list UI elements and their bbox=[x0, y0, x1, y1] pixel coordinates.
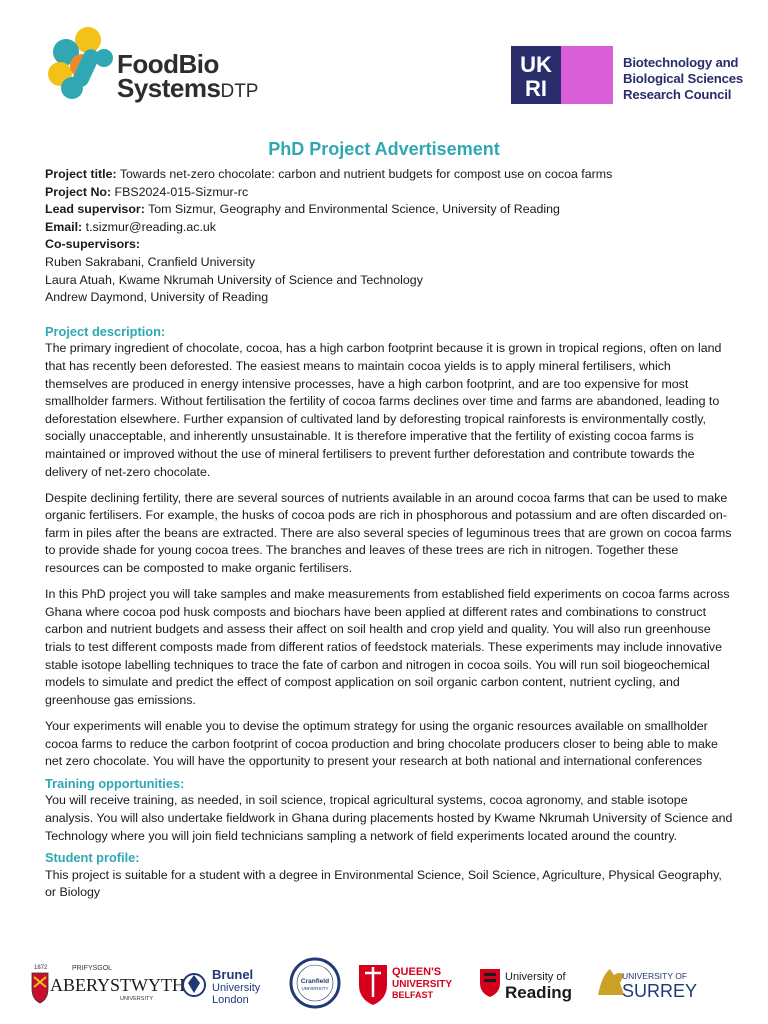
svg-text:UK: UK bbox=[520, 52, 552, 77]
training-text: You will receive training, as needed, in soil science, tropical agricultural systems, cocoa agronomy, and stable isotope analysis. You will also undertake fieldwork in Ghana during placements hosted by Kwame Nkrumah University of Science and Technology where you will join field technicians sampling a network of field experiments located around the country. bbox=[45, 793, 733, 843]
page-title: PhD Project Advertisement bbox=[268, 139, 500, 159]
cranfield-name: Cranfield bbox=[300, 978, 330, 985]
cranfield-sub: UNIVERSITY bbox=[301, 986, 329, 991]
aberystwyth-logo-icon bbox=[28, 955, 185, 1010]
fbs-line2: SystemsDTP bbox=[117, 73, 259, 103]
project-title: Towards net-zero chocolate: carbon and nutrient budgets for compost use on cocoa farms bbox=[119, 167, 613, 181]
partner-logos bbox=[0, 955, 768, 1015]
aber-name: ABERYSTWYTH bbox=[50, 975, 185, 995]
profile-text: This project is suitable for a student with a degree in Environmental Science, Soil Science, Agriculture, Physical Geography, or Biology bbox=[45, 867, 722, 900]
lead-supervisor: Tom Sizmur, Geography and Environmental Science, University of Reading bbox=[148, 202, 560, 217]
brunel-l3: London bbox=[212, 994, 249, 1006]
description-paragraph: The primary ingredient of chocolate, cocoa, has a high carbon footprint because it is grown in tropical regions, often on land that has recently been deforested. The easiest means to maintain cocoa yields is to apply mineral fertilisers, which themselves are produced in energy intensive processes, have a high carbon footprint, and are too expensive for most smallholder farmers. Without fertilisation the fertility of cocoa farms declines over time and farms are abandoned, leading to deforestation elsewhere. Further expansion of cultivated land by deforesting tropical rainforests is environmentally costly, socially unacceptable, and inherently unsustainable. It is therefore imperative that the fertility of existing cocoa farms is maintained or improved without the use of mineral fertilisers to prevent further deforestation and contribute towards the delivery of net-zero chocolate. bbox=[45, 341, 722, 479]
queens-belfast-logo-icon bbox=[356, 955, 464, 1010]
cranfield-logo-icon bbox=[288, 955, 342, 1010]
brunel-l2: University bbox=[212, 982, 261, 994]
surrey-l2: SURREY bbox=[622, 981, 698, 1001]
document-body bbox=[45, 166, 735, 911]
bbsrc-name bbox=[623, 55, 743, 103]
queens-l2: UNIVERSITY bbox=[392, 979, 453, 990]
queens-l1: QUEEN'S bbox=[392, 966, 442, 978]
cosupervisor-item: Laura Atuah, Kwame Nkrumah University of Science and Technology bbox=[45, 272, 423, 287]
ukri-logo-icon bbox=[511, 46, 613, 104]
cosupervisor-item: Ruben Sakrabani, Cranfield University bbox=[45, 254, 256, 269]
brunel-logo-icon bbox=[180, 955, 272, 1010]
cosupervisor-item: Andrew Daymond, University of Reading bbox=[45, 290, 269, 305]
spacer bbox=[45, 307, 735, 323]
cosupervisors-label: Co-supervisors: bbox=[45, 237, 141, 252]
project-no: FBS2024-015-Sizmur-rc bbox=[114, 184, 249, 199]
aber-top: PRIFYSGOL bbox=[72, 965, 113, 972]
svg-text:RI: RI bbox=[525, 76, 547, 101]
description-paragraph: Despite declining fertility, there are several sources of nutrients available in an around cocoa farms that can be used to make organic fertilisers. For example, the husks of cocoa pods are rich in phosphorous and potassium and are often discarded on-farm in piles after the beans are extracted. There are also several species of leguminous trees that are grown on cocoa farms to provide shade for young cocoa trees. The branches and leaves of these trees are rich in nitrogen. Together these resources can be composted to make organic fertilisers. bbox=[45, 490, 732, 576]
bbsrc-line: Biotechnology and bbox=[623, 55, 739, 70]
project-title-row: Project title: Towards net-zero chocolate: carbon and nutrient budgets for compost use on cocoa farms bbox=[45, 167, 613, 181]
fbs-dtp: DTP bbox=[220, 81, 259, 102]
description-heading: Project description: bbox=[45, 323, 166, 339]
brunel-l1: Brunel bbox=[212, 967, 254, 982]
queens-l3: BELFAST bbox=[392, 990, 434, 1000]
foodbio-wordmark bbox=[117, 49, 259, 104]
bbsrc-line: Research Council bbox=[623, 87, 732, 102]
aber-year: 1872 bbox=[34, 965, 48, 971]
email-link[interactable]: t.sizmur@reading.ac.uk bbox=[85, 219, 216, 234]
email-row: Email: t.sizmur@reading.ac.uk bbox=[45, 219, 216, 234]
aber-sub: UNIVERSITY bbox=[120, 996, 154, 1002]
description-paragraph: In this PhD project you will take samples and make measurements from established field experiments on cocoa farms across Ghana where cocoa pod husk composts and biochars have been applied at different rates and combinations to construct carbon and nutrient budgets and assess their affect on soil health and crop yield and quality. You will also run greenhouse trials to test different composts made from different ratios of feedstock materials. These experiments may include innovative stable isotope labelling techniques to trace the fate of carbon and nitrogen in cocoa soils. You will run soil biogeochemical models to simulate and predict the effect of compost application on soil organic carbon content, nutrient cycling, and greenhouse gas emissions. bbox=[45, 587, 730, 707]
fbs-line1: FoodBio bbox=[117, 49, 219, 79]
page-header bbox=[0, 0, 768, 130]
reading-l2: Reading bbox=[505, 983, 573, 1002]
project-no-row: Project No: FBS2024-015-Sizmur-rc bbox=[45, 184, 249, 199]
training-heading: Training opportunities: bbox=[45, 775, 185, 791]
profile-heading: Student profile: bbox=[45, 850, 140, 866]
reading-l1: University of bbox=[505, 971, 566, 983]
surrey-l1: UNIVERSITY OF bbox=[622, 971, 688, 981]
description-paragraph: Your experiments will enable you to devise the optimum strategy for using the organic resources available on smallholder cocoa farms to reduce the carbon footprint of cocoa production and bring chocolate producers closer to being able to make net zero chocolate. You will have the opportunity to present your research at both national and international conferences bbox=[45, 719, 718, 769]
surrey-logo-icon bbox=[594, 955, 704, 1010]
lead-supervisor-row: Lead supervisor: Tom Sizmur, Geography and Environmental Science, University of Reading bbox=[45, 202, 560, 217]
reading-logo-icon bbox=[478, 955, 574, 1010]
bbsrc-line: Biological Sciences bbox=[623, 71, 744, 86]
